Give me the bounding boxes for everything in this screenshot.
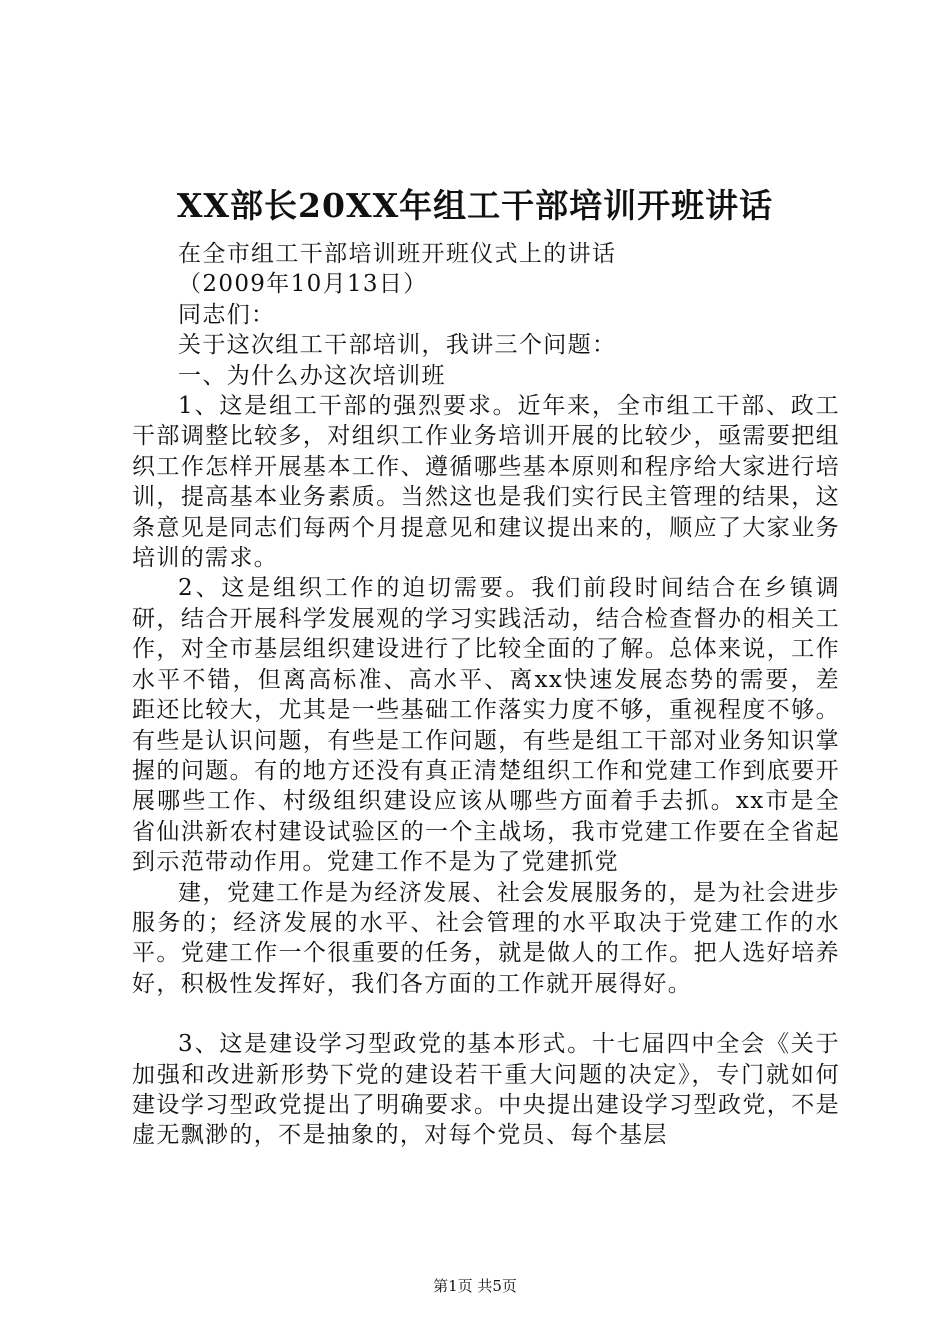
document-body bbox=[132, 207, 840, 1151]
paragraph-2: 2、这是组织工作的迫切需要。我们前段时间结合在乡镇调研，结合开展科学发展观的学习实践活动，结合检查督办的相关工作，对全市基层组织建设进行了比较全面的了解。总体来说，工作水平不错，但离高标准、高水平、离xx快速发展态势的需要，差距还比较大，尤其是一些基础工作落实力度不够，重视程度不够。有些是认识问题，有些是工作问题，有些是组工干部对业务知识掌握的问题。有的地方还没有真正清楚组织工作和党建工作到底要开展哪些工作、村级组织建设应该从哪些方面着手去抓。xx市是全省仙洪新农村建设试验区的一个主战场，我市党建工作要在全省起到示范带动作用。党建工作不是为了党建抓党 bbox=[132, 575, 840, 876]
section-heading-1: 一、为什么办这次培训班 bbox=[178, 362, 446, 389]
paragraph-3: 3、这是建设学习型政党的基本形式。十七届四中全会《关于加强和改进新形势下党的建设若干重大问题的决定》，专门就如何建设学习型政党提出了明确要求。中央提出建设学习型政党，不是虚无飘渺的，不是抽象的，对每个党员、每个基层 bbox=[132, 1031, 840, 1149]
paragraph-spacer bbox=[132, 999, 840, 1029]
title-gap bbox=[132, 207, 840, 239]
paragraph-2-continued: 建，党建工作是为经济发展、社会发展服务的，是为社会进步服务的；经济发展的水平、社会管理的水平取决于党建工作的水平。党建工作一个很重要的任务，就是做人的工作。把人选好培养好，积极性发挥好，我们各方面的工作就开展得好。 bbox=[132, 879, 840, 997]
speech-subtitle: 在全市组工干部培训班开班仪式上的讲话 bbox=[178, 241, 617, 267]
paragraph-1: 1、这是组工干部的强烈要求。近年来，全市组工干部、政工干部调整比较多，对组织工作业务培训开展的比较少，亟需要把组织工作怎样开展基本工作、遵循哪些基本原则和程序给大家进行培训，提高基本业务素质。当然这也是我们实行民主管理的结果，这条意见是同志们每两个月提意见和建议提出来的，顺应了大家业务培训的需求。 bbox=[132, 393, 840, 572]
intro-line: 关于这次组工干部培训，我讲三个问题： bbox=[178, 332, 617, 359]
speech-date: （2009年10月13日） bbox=[178, 271, 428, 298]
page-footer: 第1页 共5页 bbox=[433, 1277, 517, 1295]
document-title: XX部长20XX年组工干部培训开班讲话 bbox=[176, 186, 774, 225]
salutation: 同志们： bbox=[178, 301, 276, 328]
